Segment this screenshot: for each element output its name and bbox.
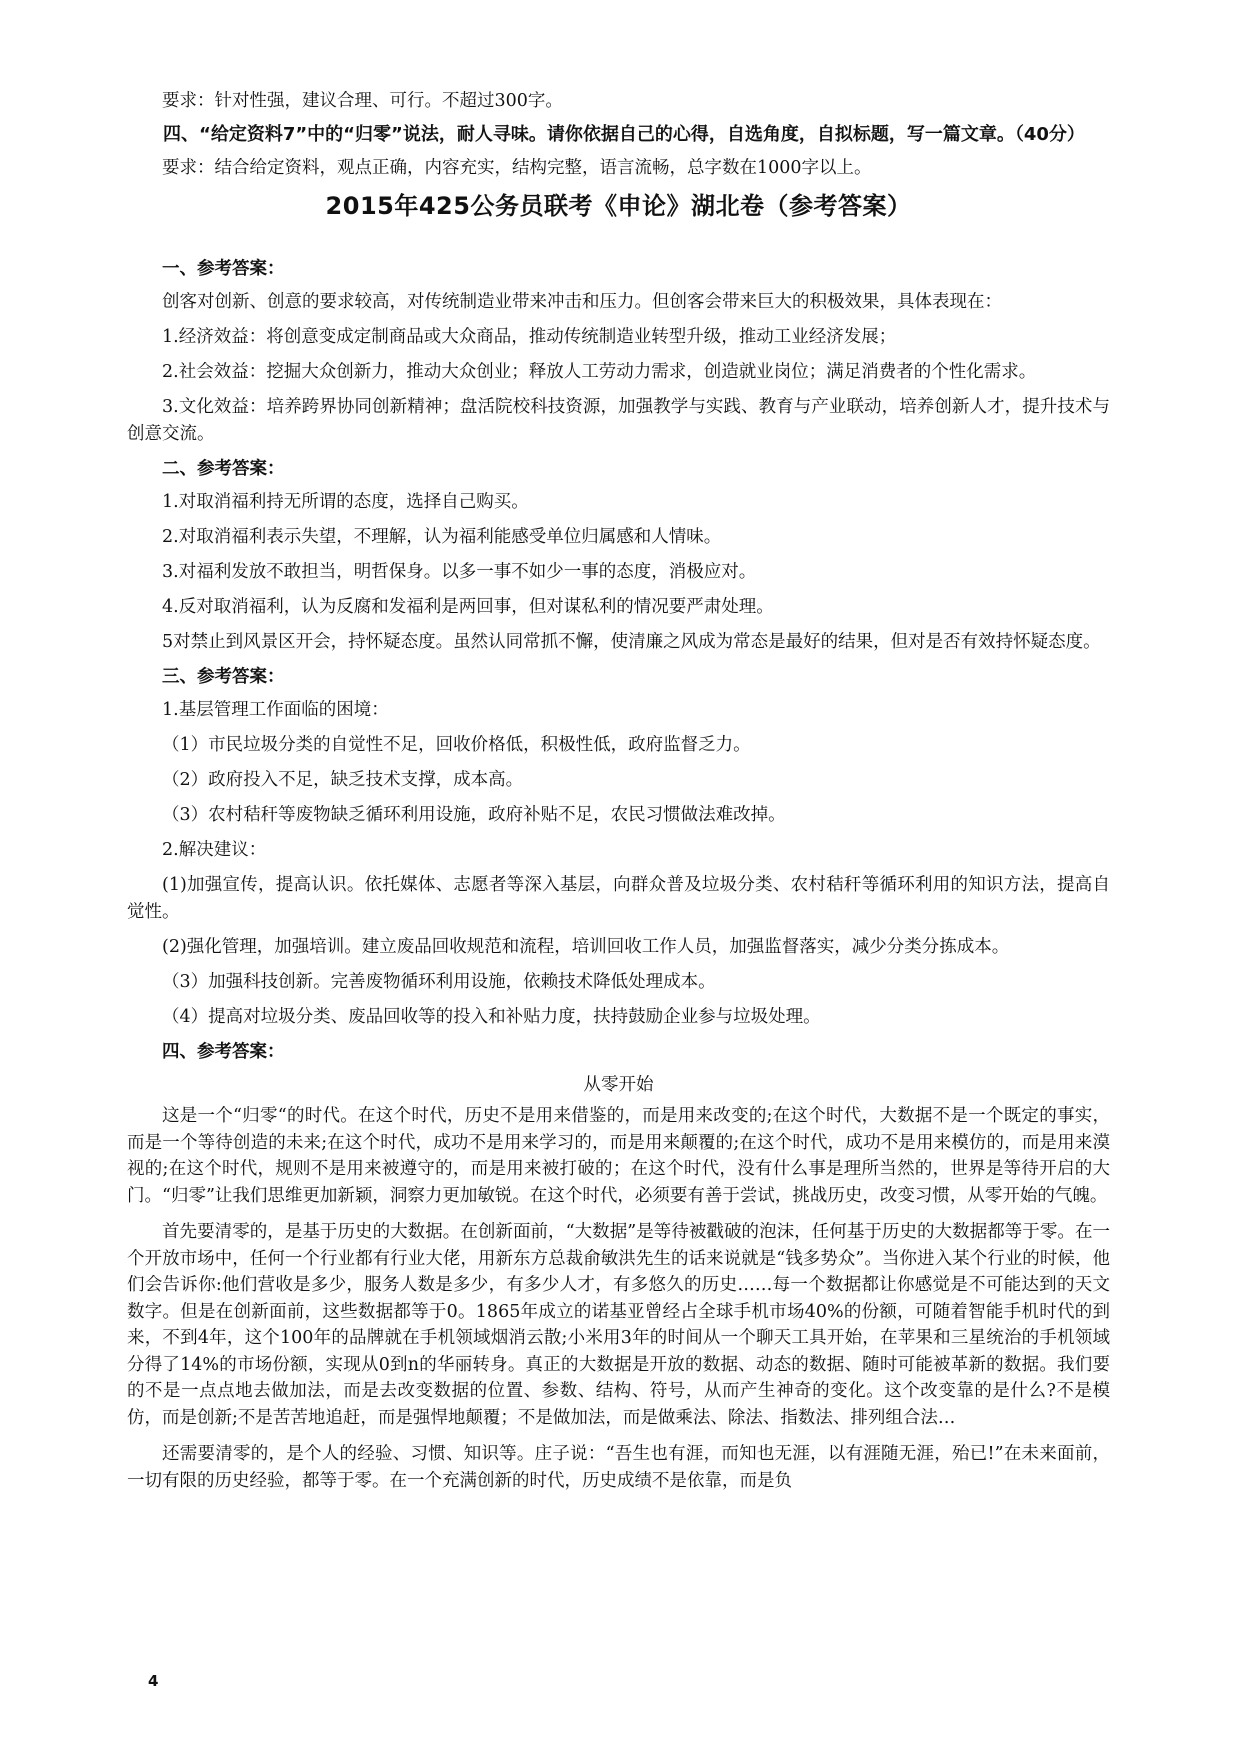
paragraph: 2.社会效益：挖掘大众创新力，推动大众创业；释放人工劳动力需求，创造就业岗位；满足消费者的个性化需求。 — [162, 362, 1037, 382]
requirement-text: 要求：结合给定资料，观点正确，内容充实，结构完整，语言流畅，总字数在1000字以上。 — [162, 158, 872, 178]
page-number: 4 — [148, 1672, 159, 1690]
document-page — [127, 88, 1110, 1504]
paragraph: （2）政府投入不足，缺乏技术支撑，成本高。 — [162, 770, 524, 790]
paragraph: 创客对创新、创意的要求较高，对传统制造业带来冲击和压力。但创客会带来巨大的积极效果，具体表现在： — [162, 292, 1002, 312]
answer-section-2 — [127, 456, 1110, 656]
answer-section-3 — [127, 664, 1110, 1031]
section-heading: 三、参考答案： — [162, 667, 285, 687]
paragraph: 5对禁止到风景区开会，持怀疑态度。虽然认同常抓不懈，使清廉之风成为常态是最好的结果，但对是否有效持怀疑态度。 — [162, 632, 1101, 652]
essay-paragraph: 首先要清零的，是基于历史的大数据。在创新面前，“大数据”是等待被戳破的泡沫，任何基于历史的大数据都等于零。在一个开放市场中，任何一个行业都有行业大佬，用新东方总裁俞敏洪先生的话来说就是“钱多势众”。当你进入某个行业的时候，他们会告诉你:他们营收是多少，服务人数是多少，有多少人才，有多悠久的历史……每一个数据都让你感觉是不可能达到的天文数字。但是在创新面前，这些数据都等于0。1865年成立的诺基亚曾经占全球手机市场40%的份额，可随着智能手机时代的到来，不到4年，这个100年的品牌就在手机领域烟消云散;小米用3年的时间从一个聊天工具开始，在苹果和三星统治的手机领域分得了14%的市场份额，实现从0到n的华丽转身。真正的大数据是开放的数据、动态的数据、随时可能被革新的数据。我们要的不是一点点地去做加法，而是去改变数据的位置、参数、结构、符号，从而产生神奇的变化。这个改变靠的是什么?不是模仿，而是创新;不是苦苦地追赶，而是强悍地颠覆；不是做加法，而是做乘法、除法、指数法、排列组合法… — [127, 1222, 1110, 1428]
paragraph: (2)强化管理，加强培训。建立废品回收规范和流程，培训回收工作人员，加强监督落实，减少分类分拣成本。 — [162, 937, 1010, 957]
paragraph: 2.解决建议： — [162, 840, 267, 860]
answer-section-4 — [127, 1039, 1110, 1494]
paragraph: 2.对取消福利表示失望，不理解，认为福利能感受单位归属感和人情味。 — [162, 527, 722, 547]
section-heading: 二、参考答案： — [162, 459, 285, 479]
section-heading: 四、参考答案： — [162, 1042, 285, 1062]
requirement-text: 要求：针对性强，建议合理、可行。不超过300字。 — [162, 91, 563, 111]
question-4: 四、“给定资料7”中的“归零”说法，耐人寻味。请你依据自己的心得，自选角度，自拟标题，写一篇文章。（40分） — [163, 124, 1085, 145]
document-title: 2015年425公务员联考《申论》湖北卷（参考答案） — [325, 192, 912, 220]
paragraph: 3.文化效益：培养跨界协同创新精神；盘活院校科技资源，加强教学与实践、教育与产业联动，培养创新人才，提升技术与创意交流。 — [127, 397, 1110, 444]
essay-paragraph: 还需要清零的，是个人的经验、习惯、知识等。庄子说：“吾生也有涯，而知也无涯，以有涯随无涯，殆已!”在未来面前，一切有限的历史经验，都等于零。在一个充满创新的时代，历史成绩不是依靠，而是负 — [127, 1444, 1110, 1491]
section-heading: 一、参考答案： — [162, 259, 285, 279]
answer-section-1 — [127, 256, 1110, 448]
paragraph: （3）农村秸秆等废物缺乏循环利用设施，政府补贴不足，农民习惯做法难改掉。 — [162, 805, 786, 825]
essay-title: 从零开始 — [583, 1075, 654, 1095]
paragraph: 4.反对取消福利，认为反腐和发福利是两回事，但对谋私利的情况要严肃处理。 — [162, 597, 774, 617]
paragraph: 3.对福利发放不敢担当，明哲保身。以多一事不如少一事的态度，消极应对。 — [162, 562, 757, 582]
essay-paragraph: 这是一个“归零“的时代。在这个时代，历史不是用来借鉴的，而是用来改变的;在这个时代，大数据不是一个既定的事实，而是一个等待创造的未来;在这个时代，成功不是用来学习的，而是用来颠覆的;在这个时代，成功不是用来模仿的，而是用来漠视的;在这个时代，规则不是用来被遵守的，而是用来被打破的；在这个时代，没有什么事是理所当然的，世界是等待开启的大门。“归零”让我们思维更加新颖，洞察力更加敏锐。在这个时代，必须要有善于尝试，挑战历史，改变习惯，从零开始的气魄。 — [127, 1106, 1110, 1206]
paragraph: 1.基层管理工作面临的困境： — [162, 700, 389, 720]
paragraph: (1)加强宣传，提高认识。依托媒体、志愿者等深入基层，向群众普及垃圾分类、农村秸秆等循环利用的知识方法，提高自觉性。 — [127, 875, 1110, 922]
paragraph: （1）市民垃圾分类的自觉性不足，回收价格低，积极性低，政府监督乏力。 — [162, 735, 751, 755]
paragraph: 1.经济效益：将创意变成定制商品或大众商品，推动传统制造业转型升级，推动工业经济发展； — [162, 327, 897, 347]
paragraph: （4）提高对垃圾分类、废品回收等的投入和补贴力度，扶持鼓励企业参与垃圾处理。 — [162, 1007, 821, 1027]
paragraph: 1.对取消福利持无所谓的态度，选择自己购买。 — [162, 492, 529, 512]
paragraph: （3）加强科技创新。完善废物循环利用设施，依赖技术降低处理成本。 — [162, 972, 716, 992]
